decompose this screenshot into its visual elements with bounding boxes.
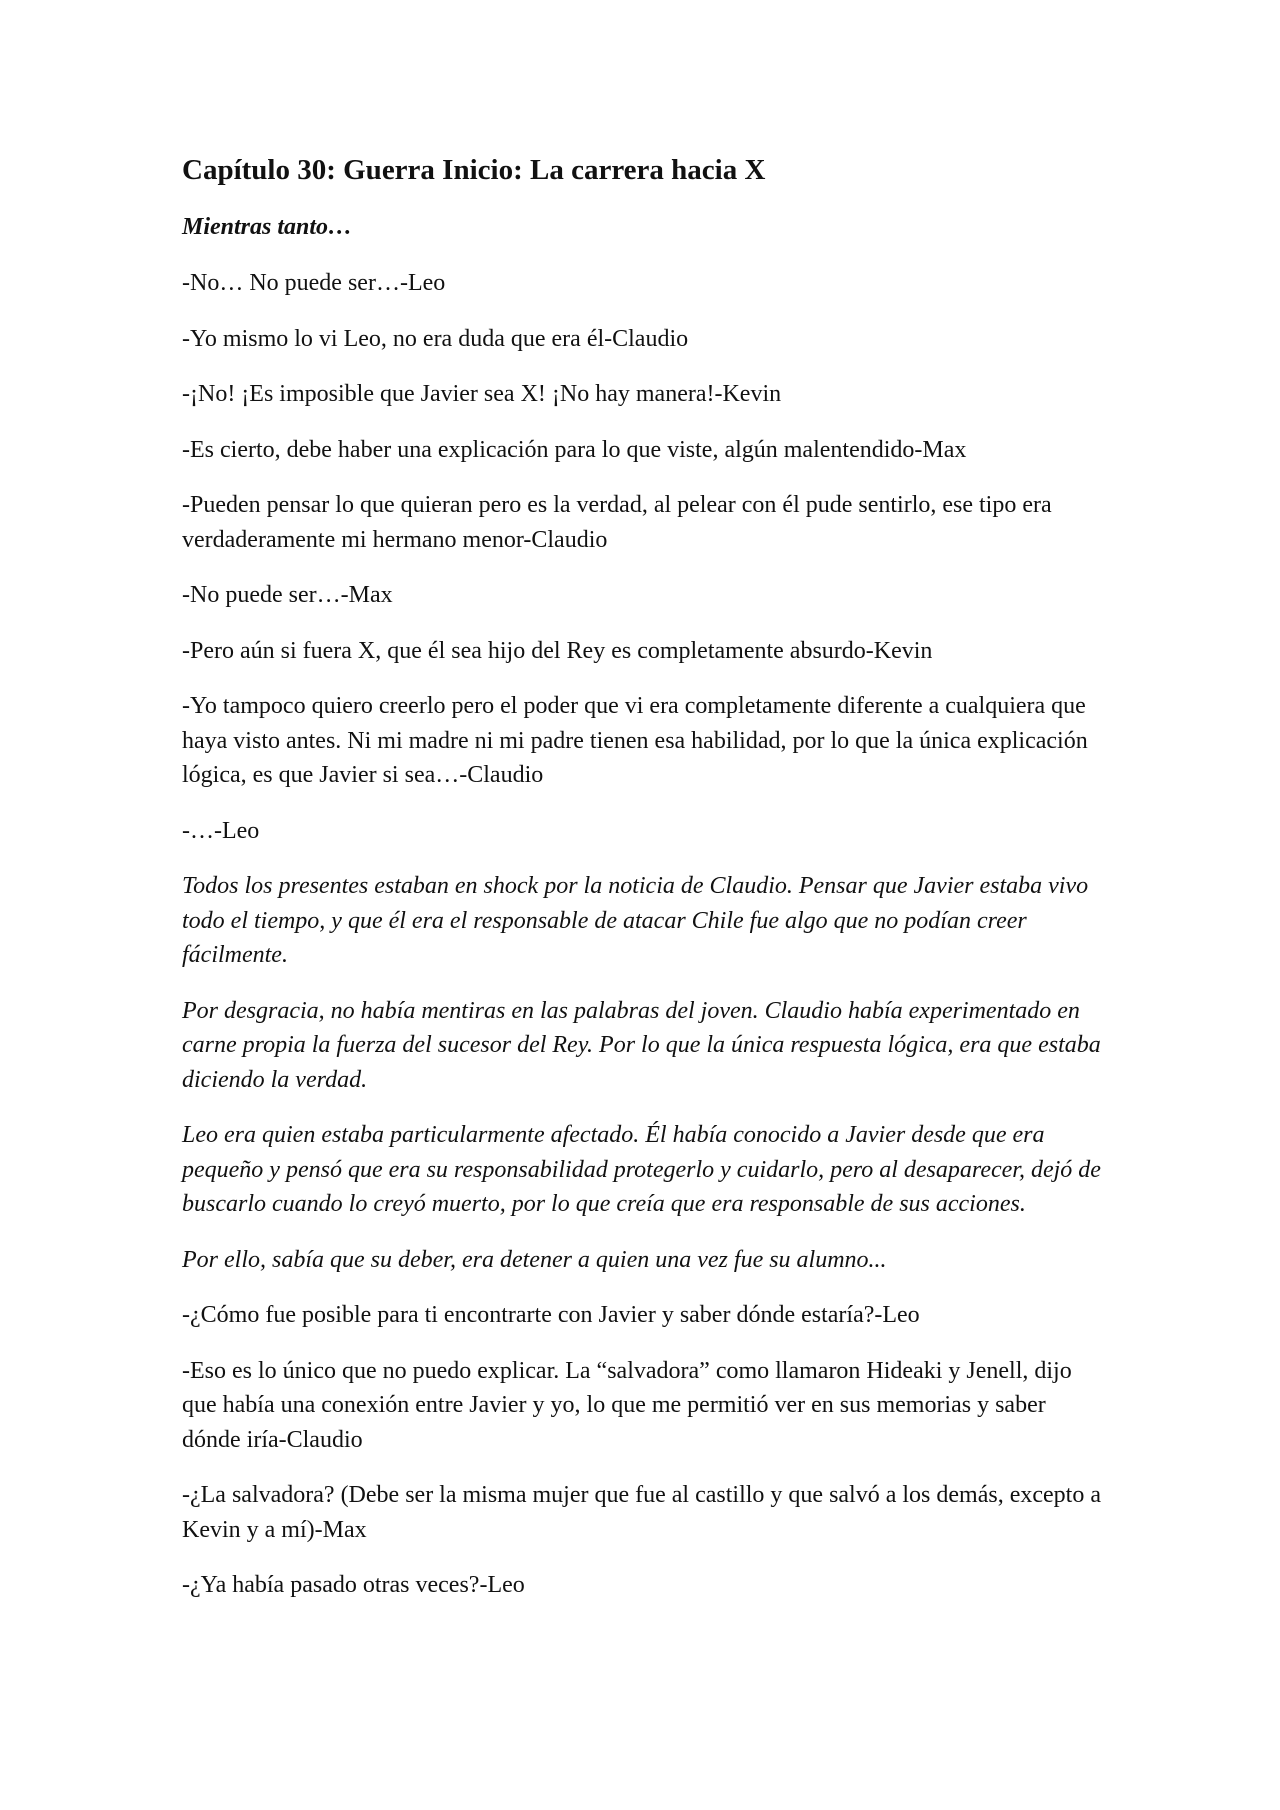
dialogue-line: -Yo mismo lo vi Leo, no era duda que era él-Claudio xyxy=(182,325,689,352)
dialogue-line: -¡No! ¡Es imposible que Javier sea X! ¡No hay manera!-Kevin xyxy=(182,381,782,407)
document-page xyxy=(182,150,1102,1624)
dialogue-line: -¿Ya había pasado otras veces?-Leo xyxy=(182,1572,525,1598)
narration-paragraph: Todos los presentes estaban en shock por la noticia de Claudio. Pensar que Javier estaba vivo todo el tiempo, y que él era el responsable de atacar Chile fue algo que no podían creer fácilmente. xyxy=(182,873,1089,968)
section-subtitle: Mientras tanto… xyxy=(182,214,353,240)
dialogue-line: -Pueden pensar lo que quieran pero es la verdad, al pelear con él pude sentirlo, ese tipo era verdaderamente mi hermano menor-Claudio xyxy=(182,492,1052,553)
dialogue-line: -No… No puede ser…-Leo xyxy=(182,270,446,296)
dialogue-line: -Pero aún si fuera X, que él sea hijo del Rey es completamente absurdo-Kevin xyxy=(182,637,933,664)
dialogue-line: -…-Leo xyxy=(182,817,260,844)
dialogue-line: -¿Cómo fue posible para ti encontrarte con Javier y saber dónde estaría?-Leo xyxy=(182,1302,920,1328)
narration-paragraph: Leo era quien estaba particularmente afectado. Él había conocido a Javier desde que era pequeño y pensó que era su responsabilidad protegerlo y cuidarlo, pero al desaparecer, dejó de buscarlo cuando lo creyó muerto, por lo que creía que era responsable de sus acciones. xyxy=(182,1122,1101,1217)
narration-paragraph: Por ello, sabía que su deber, era detener a quien una vez fue su alumno... xyxy=(182,1246,887,1273)
dialogue-line: -No puede ser…-Max xyxy=(182,582,393,608)
narration-paragraph: Por desgracia, no había mentiras en las palabras del joven. Claudio había experimentado en carne propia la fuerza del sucesor del Rey. Por lo que la única respuesta lógica, era que estaba diciendo la verdad. xyxy=(182,997,1101,1093)
dialogue-line: -Eso es lo único que no puedo explicar. La “salvadora” como llamaron Hideaki y Jenell, dijo que había una conexión entre Javier y yo, lo que me permitió ver en sus memorias y saber dónde iría-Claudio xyxy=(182,1357,1072,1453)
chapter-title: Capítulo 30: Guerra Inicio: La carrera hacia X xyxy=(182,154,766,186)
dialogue-line: -Yo tampoco quiero creerlo pero el poder que vi era completamente diferente a cualquiera que haya visto antes. Ni mi madre ni mi padre tienen esa habilidad, por lo que la única explicación lógica, es que Javier si sea…-Claudio xyxy=(182,693,1088,788)
dialogue-line: -Es cierto, debe haber una explicación para lo que viste, algún malentendido-Max xyxy=(182,436,967,463)
dialogue-line: -¿La salvadora? (Debe ser la misma mujer que fue al castillo y que salvó a los demás, excepto a Kevin y a mí)-Max xyxy=(182,1482,1101,1543)
